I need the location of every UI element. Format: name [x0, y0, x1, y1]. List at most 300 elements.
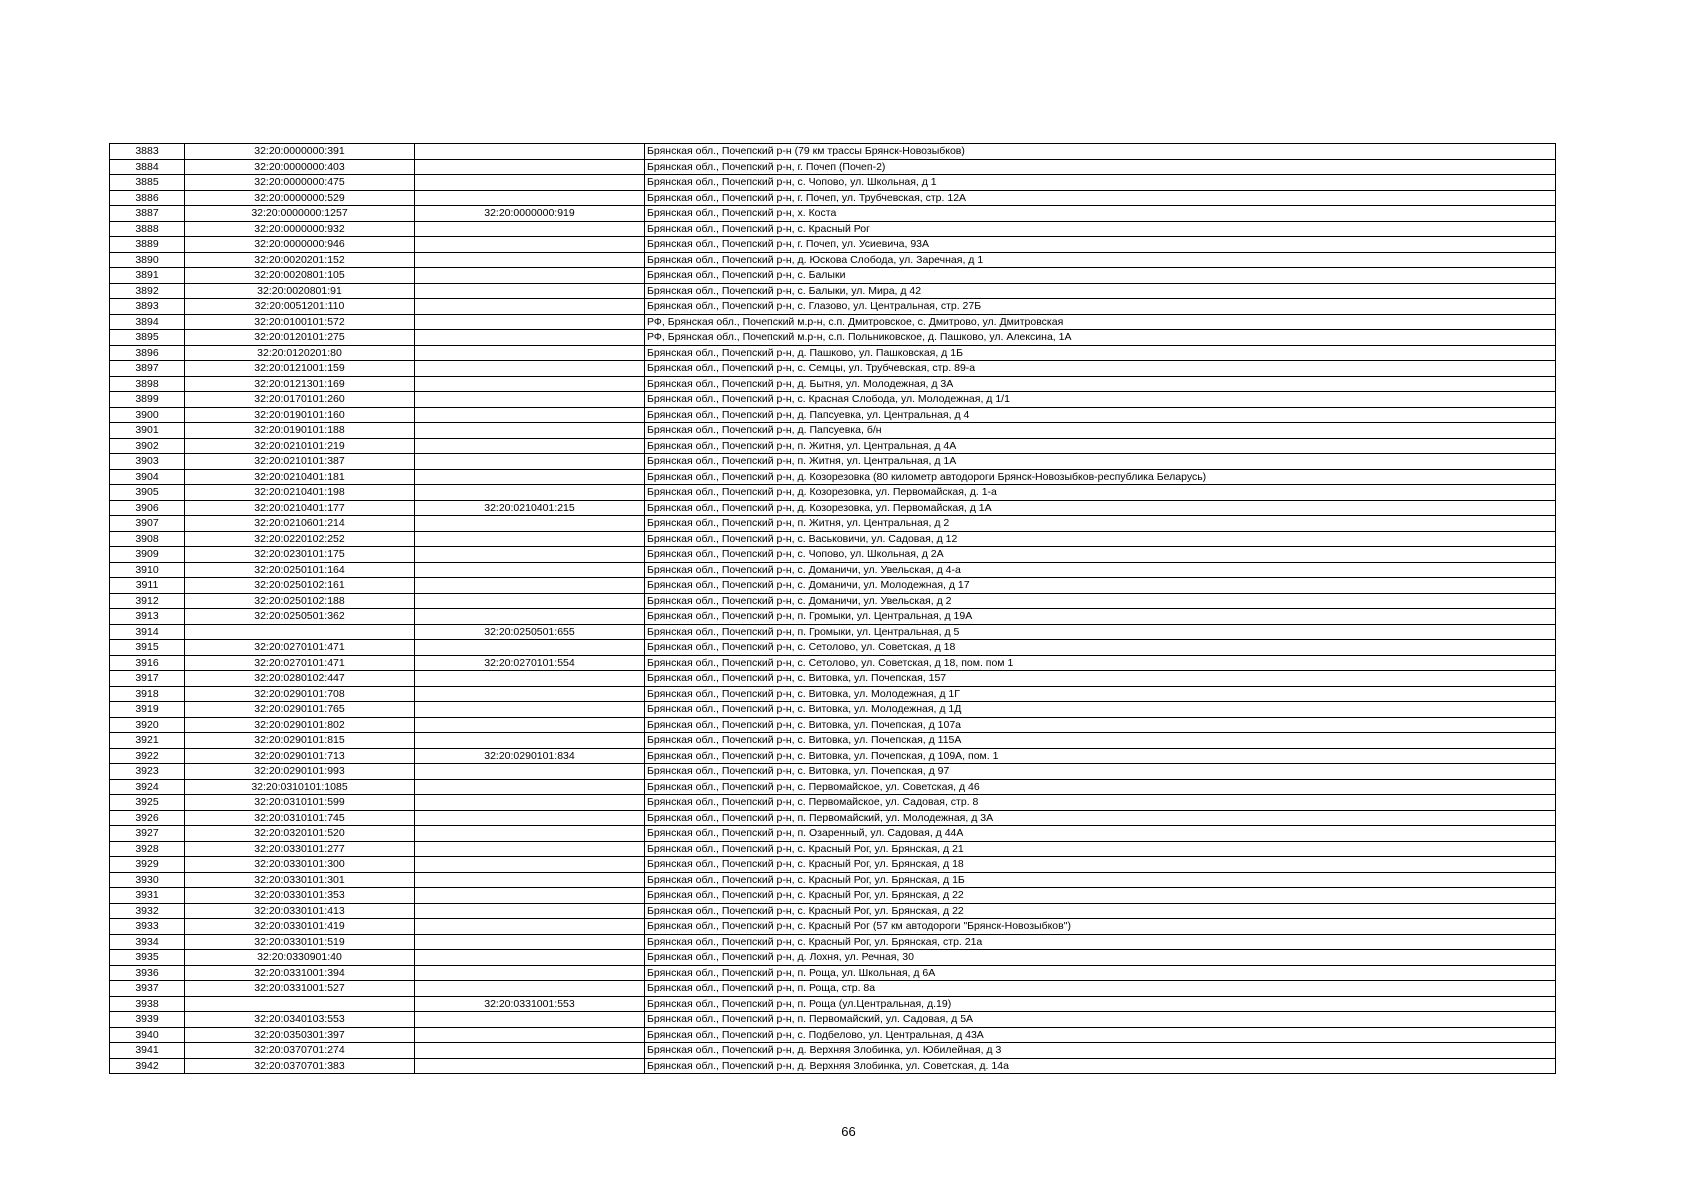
table-row	[110, 624, 1556, 640]
table-row	[110, 764, 1556, 780]
address-cell: Брянская обл., Почепский р-н, д. Козорезовка, ул. Первомайская, д. 1-а	[645, 485, 1556, 501]
parent-cadastral-number-cell: 32:20:0210401:215	[415, 500, 645, 516]
row-number-cell: 3928	[110, 841, 185, 857]
parent-cadastral-number-cell	[415, 779, 645, 795]
cadastral-number-cell: 32:20:0190101:160	[185, 407, 415, 423]
table-row	[110, 671, 1556, 687]
row-number-cell: 3908	[110, 531, 185, 547]
row-number-cell: 3902	[110, 438, 185, 454]
table-row	[110, 516, 1556, 532]
row-number-cell: 3931	[110, 888, 185, 904]
address-cell: Брянская обл., Почепский р-н, п. Роща, ул. Школьная, д 6А	[645, 965, 1556, 981]
row-number-cell: 3889	[110, 237, 185, 253]
cadastral-number-cell: 32:20:0000000:1257	[185, 206, 415, 222]
parent-cadastral-number-cell	[415, 764, 645, 780]
address-cell: Брянская обл., Почепский р-н, с. Балыки, ул. Мира, д 42	[645, 283, 1556, 299]
parent-cadastral-number-cell	[415, 376, 645, 392]
table-row	[110, 950, 1556, 966]
parent-cadastral-number-cell	[415, 330, 645, 346]
table-row	[110, 299, 1556, 315]
address-cell: Брянская обл., Почепский р-н, с. Витовка, ул. Молодежная, д 1Г	[645, 686, 1556, 702]
row-number-cell: 3914	[110, 624, 185, 640]
table-row	[110, 485, 1556, 501]
address-cell: Брянская обл., Почепский р-н, д. Козорезовка (80 километр автодороги Брянск-Новозыбков-республика Беларусь)	[645, 469, 1556, 485]
address-cell: Брянская обл., Почепский р-н, с. Доманичи, ул. Увельская, д 2	[645, 593, 1556, 609]
cadastral-number-cell: 32:20:0220102:252	[185, 531, 415, 547]
parent-cadastral-number-cell	[415, 1058, 645, 1074]
address-cell: Брянская обл., Почепский р-н, п. Житня, ул. Центральная, д 4А	[645, 438, 1556, 454]
cadastral-number-cell	[185, 624, 415, 640]
parent-cadastral-number-cell	[415, 810, 645, 826]
row-number-cell: 3933	[110, 919, 185, 935]
cadastral-number-cell: 32:20:0020801:105	[185, 268, 415, 284]
address-cell: Брянская обл., Почепский р-н, п. Житня, ул. Центральная, д 1А	[645, 454, 1556, 470]
cadastral-number-cell: 32:20:0100101:572	[185, 314, 415, 330]
table-row	[110, 981, 1556, 997]
parent-cadastral-number-cell	[415, 144, 645, 160]
row-number-cell: 3883	[110, 144, 185, 160]
table-row	[110, 903, 1556, 919]
cadastral-number-cell: 32:20:0340103:553	[185, 1012, 415, 1028]
row-number-cell: 3901	[110, 423, 185, 439]
table-row	[110, 562, 1556, 578]
table-row	[110, 686, 1556, 702]
row-number-cell: 3905	[110, 485, 185, 501]
table-row	[110, 609, 1556, 625]
table-row	[110, 345, 1556, 361]
row-number-cell: 3896	[110, 345, 185, 361]
table-row	[110, 717, 1556, 733]
parent-cadastral-number-cell: 32:20:0000000:919	[415, 206, 645, 222]
cadastral-number-cell: 32:20:0290101:708	[185, 686, 415, 702]
address-cell: Брянская обл., Почепский р-н, с. Витовка, ул. Почепская, д 107а	[645, 717, 1556, 733]
address-cell: Брянская обл., Почепский р-н, с. Доманичи, ул. Молодежная, д 17	[645, 578, 1556, 594]
address-cell: Брянская обл., Почепский р-н, п. Громыки, ул. Центральная, д 5	[645, 624, 1556, 640]
table-row	[110, 500, 1556, 516]
table-row	[110, 872, 1556, 888]
address-cell: Брянская обл., Почепский р-н, п. Житня, ул. Центральная, д 2	[645, 516, 1556, 532]
address-cell: Брянская обл., Почепский р-н, с. Первомайское, ул. Советская, д 46	[645, 779, 1556, 795]
parent-cadastral-number-cell	[415, 593, 645, 609]
parent-cadastral-number-cell	[415, 826, 645, 842]
cadastral-number-cell: 32:20:0170101:260	[185, 392, 415, 408]
cadastral-number-cell: 32:20:0290101:815	[185, 733, 415, 749]
cadastral-number-cell: 32:20:0330101:277	[185, 841, 415, 857]
table-row	[110, 237, 1556, 253]
address-cell: Брянская обл., Почепский р-н, с. Сетолово, ул. Советская, д 18	[645, 640, 1556, 656]
parent-cadastral-number-cell	[415, 159, 645, 175]
address-cell: Брянская обл., Почепский р-н, с. Красный Рог (57 км автодороги "Брянск-Новозыбков")	[645, 919, 1556, 935]
table-row	[110, 361, 1556, 377]
address-cell: Брянская обл., Почепский р-н, д. Папсуевка, ул. Центральная, д 4	[645, 407, 1556, 423]
row-number-cell: 3920	[110, 717, 185, 733]
parent-cadastral-number-cell	[415, 733, 645, 749]
parent-cadastral-number-cell	[415, 237, 645, 253]
parent-cadastral-number-cell	[415, 934, 645, 950]
table-row	[110, 779, 1556, 795]
row-number-cell: 3906	[110, 500, 185, 516]
parent-cadastral-number-cell	[415, 950, 645, 966]
cadastral-number-cell: 32:20:0120201:80	[185, 345, 415, 361]
row-number-cell: 3903	[110, 454, 185, 470]
table-row	[110, 469, 1556, 485]
address-cell: Брянская обл., Почепский р-н, с. Васьковичи, ул. Садовая, д 12	[645, 531, 1556, 547]
address-cell: Брянская обл., Почепский р-н, с. Балыки	[645, 268, 1556, 284]
cadastral-number-cell: 32:20:0210601:214	[185, 516, 415, 532]
address-cell: Брянская обл., Почепский р-н, п. Роща (ул.Центральная, д.19)	[645, 996, 1556, 1012]
row-number-cell: 3884	[110, 159, 185, 175]
table-row	[110, 206, 1556, 222]
row-number-cell: 3929	[110, 857, 185, 873]
cadastral-number-cell: 32:20:0330101:300	[185, 857, 415, 873]
parent-cadastral-number-cell	[415, 872, 645, 888]
row-number-cell: 3893	[110, 299, 185, 315]
row-number-cell: 3904	[110, 469, 185, 485]
parent-cadastral-number-cell	[415, 841, 645, 857]
table-row	[110, 221, 1556, 237]
cadastral-number-cell: 32:20:0020201:152	[185, 252, 415, 268]
parent-cadastral-number-cell	[415, 888, 645, 904]
parent-cadastral-number-cell	[415, 221, 645, 237]
table-row	[110, 655, 1556, 671]
address-cell: Брянская обл., Почепский р-н, с. Витовка, ул. Почепская, 157	[645, 671, 1556, 687]
row-number-cell: 3900	[110, 407, 185, 423]
parent-cadastral-number-cell	[415, 190, 645, 206]
row-number-cell: 3922	[110, 748, 185, 764]
parent-cadastral-number-cell	[415, 981, 645, 997]
table-row	[110, 314, 1556, 330]
cadastral-number-cell: 32:20:0250102:161	[185, 578, 415, 594]
table-row	[110, 330, 1556, 346]
row-number-cell: 3935	[110, 950, 185, 966]
parent-cadastral-number-cell	[415, 423, 645, 439]
row-number-cell: 3940	[110, 1027, 185, 1043]
row-number-cell: 3919	[110, 702, 185, 718]
table-row	[110, 748, 1556, 764]
row-number-cell: 3926	[110, 810, 185, 826]
row-number-cell: 3923	[110, 764, 185, 780]
cadastral-number-cell: 32:20:0330101:419	[185, 919, 415, 935]
address-cell: Брянская обл., Почепский р-н, с. Доманичи, ул. Увельская, д 4-а	[645, 562, 1556, 578]
table-row	[110, 888, 1556, 904]
address-cell: Брянская обл., Почепский р-н, с. Красный Рог, ул. Брянская, д 1Б	[645, 872, 1556, 888]
cadastral-number-cell: 32:20:0330101:353	[185, 888, 415, 904]
parent-cadastral-number-cell	[415, 717, 645, 733]
cadastral-number-cell	[185, 996, 415, 1012]
address-cell: Брянская обл., Почепский р-н, х. Коста	[645, 206, 1556, 222]
row-number-cell: 3899	[110, 392, 185, 408]
table-row	[110, 640, 1556, 656]
address-cell: Брянская обл., Почепский р-н, п. Первомайский, ул. Садовая, д 5А	[645, 1012, 1556, 1028]
table-row	[110, 1012, 1556, 1028]
row-number-cell: 3912	[110, 593, 185, 609]
parent-cadastral-number-cell	[415, 702, 645, 718]
address-cell: Брянская обл., Почепский р-н, с. Первомайское, ул. Садовая, стр. 8	[645, 795, 1556, 811]
table-row	[110, 423, 1556, 439]
cadastral-number-cell: 32:20:0210401:198	[185, 485, 415, 501]
table-row	[110, 376, 1556, 392]
parent-cadastral-number-cell	[415, 252, 645, 268]
table-row	[110, 1043, 1556, 1059]
address-cell: Брянская обл., Почепский р-н, с. Витовка, ул. Почепская, д 97	[645, 764, 1556, 780]
address-cell: Брянская обл., Почепский р-н, с. Красная Слобода, ул. Молодежная, д 1/1	[645, 392, 1556, 408]
row-number-cell: 3925	[110, 795, 185, 811]
cadastral-number-cell: 32:20:0290101:802	[185, 717, 415, 733]
parent-cadastral-number-cell	[415, 531, 645, 547]
address-cell: РФ, Брянская обл., Почепский м.р-н, с.п. Польниковское, д. Пашково, ул. Алексина, 1А	[645, 330, 1556, 346]
cadastral-number-cell: 32:20:0310101:599	[185, 795, 415, 811]
cadastral-number-cell: 32:20:0210401:181	[185, 469, 415, 485]
cadastral-number-cell: 32:20:0230101:175	[185, 547, 415, 563]
address-cell: Брянская обл., Почепский р-н, д. Юскова Слобода, ул. Заречная, д 1	[645, 252, 1556, 268]
parent-cadastral-number-cell	[415, 1027, 645, 1043]
parent-cadastral-number-cell	[415, 640, 645, 656]
address-cell: Брянская обл., Почепский р-н, п. Громыки, ул. Центральная, д 19А	[645, 609, 1556, 625]
row-number-cell: 3936	[110, 965, 185, 981]
table-row	[110, 283, 1556, 299]
table-row	[110, 159, 1556, 175]
address-cell: Брянская обл., Почепский р-н, г. Почеп (Почеп-2)	[645, 159, 1556, 175]
cadastral-number-cell: 32:20:0330101:413	[185, 903, 415, 919]
cadastral-number-cell: 32:20:0270101:471	[185, 640, 415, 656]
parent-cadastral-number-cell	[415, 485, 645, 501]
parent-cadastral-number-cell	[415, 438, 645, 454]
cadastral-number-cell: 32:20:0051201:110	[185, 299, 415, 315]
cadastral-number-cell: 32:20:0000000:475	[185, 175, 415, 191]
table-row	[110, 547, 1556, 563]
row-number-cell: 3927	[110, 826, 185, 842]
address-cell: Брянская обл., Почепский р-н, с. Красный Рог	[645, 221, 1556, 237]
parent-cadastral-number-cell: 32:20:0331001:553	[415, 996, 645, 1012]
parent-cadastral-number-cell	[415, 454, 645, 470]
address-cell: Брянская обл., Почепский р-н, с. Витовка, ул. Почепская, д 109А, пом. 1	[645, 748, 1556, 764]
page-number: 66	[841, 1124, 856, 1139]
parent-cadastral-number-cell	[415, 795, 645, 811]
address-cell: Брянская обл., Почепский р-н, с. Красный Рог, ул. Брянская, д 22	[645, 888, 1556, 904]
table-row	[110, 1058, 1556, 1074]
cadastral-number-cell: 32:20:0331001:527	[185, 981, 415, 997]
cadastral-number-cell: 32:20:0330901:40	[185, 950, 415, 966]
row-number-cell: 3938	[110, 996, 185, 1012]
parent-cadastral-number-cell	[415, 314, 645, 330]
parent-cadastral-number-cell: 32:20:0250501:655	[415, 624, 645, 640]
address-cell: Брянская обл., Почепский р-н, д. Бытня, ул. Молодежная, д 3А	[645, 376, 1556, 392]
table-row	[110, 190, 1556, 206]
table-row	[110, 996, 1556, 1012]
cadastral-number-cell: 32:20:0000000:946	[185, 237, 415, 253]
table-row	[110, 268, 1556, 284]
address-cell: Брянская обл., Почепский р-н, д. Козорезовка, ул. Первомайская, д 1А	[645, 500, 1556, 516]
cadastral-number-cell: 32:20:0320101:520	[185, 826, 415, 842]
cadastral-number-cell: 32:20:0290101:993	[185, 764, 415, 780]
row-number-cell: 3917	[110, 671, 185, 687]
parent-cadastral-number-cell	[415, 361, 645, 377]
row-number-cell: 3924	[110, 779, 185, 795]
row-number-cell: 3895	[110, 330, 185, 346]
cadastral-number-cell: 32:20:0330101:519	[185, 934, 415, 950]
row-number-cell: 3932	[110, 903, 185, 919]
parent-cadastral-number-cell	[415, 686, 645, 702]
cadastral-table	[109, 143, 1556, 1074]
row-number-cell: 3909	[110, 547, 185, 563]
row-number-cell: 3894	[110, 314, 185, 330]
table-row	[110, 826, 1556, 842]
parent-cadastral-number-cell	[415, 516, 645, 532]
cadastral-number-cell: 32:20:0210401:177	[185, 500, 415, 516]
row-number-cell: 3888	[110, 221, 185, 237]
row-number-cell: 3921	[110, 733, 185, 749]
cadastral-number-cell: 32:20:0250101:164	[185, 562, 415, 578]
cadastral-number-cell: 32:20:0121301:169	[185, 376, 415, 392]
row-number-cell: 3898	[110, 376, 185, 392]
address-cell: Брянская обл., Почепский р-н, д. Папсуевка, б/н	[645, 423, 1556, 439]
address-cell: Брянская обл., Почепский р-н, д. Верхняя Злобинка, ул. Советская, д. 14а	[645, 1058, 1556, 1074]
table-row	[110, 934, 1556, 950]
address-cell: Брянская обл., Почепский р-н, с. Витовка, ул. Почепская, д 115А	[645, 733, 1556, 749]
table-row	[110, 578, 1556, 594]
parent-cadastral-number-cell	[415, 609, 645, 625]
row-number-cell: 3930	[110, 872, 185, 888]
table-row	[110, 841, 1556, 857]
cadastral-number-cell: 32:20:0290101:765	[185, 702, 415, 718]
table-row	[110, 252, 1556, 268]
table-row	[110, 857, 1556, 873]
parent-cadastral-number-cell	[415, 1043, 645, 1059]
row-number-cell: 3939	[110, 1012, 185, 1028]
cadastral-number-cell: 32:20:0190101:188	[185, 423, 415, 439]
cadastral-number-cell: 32:20:0121001:159	[185, 361, 415, 377]
parent-cadastral-number-cell	[415, 671, 645, 687]
row-number-cell: 3942	[110, 1058, 185, 1074]
row-number-cell: 3885	[110, 175, 185, 191]
row-number-cell: 3892	[110, 283, 185, 299]
address-cell: Брянская обл., Почепский р-н, д. Лохня, ул. Речная, 30	[645, 950, 1556, 966]
table-row	[110, 454, 1556, 470]
cadastral-number-cell: 32:20:0331001:394	[185, 965, 415, 981]
parent-cadastral-number-cell	[415, 392, 645, 408]
row-number-cell: 3937	[110, 981, 185, 997]
parent-cadastral-number-cell	[415, 1012, 645, 1028]
cadastral-number-cell: 32:20:0270101:471	[185, 655, 415, 671]
table-row	[110, 144, 1556, 160]
row-number-cell: 3911	[110, 578, 185, 594]
parent-cadastral-number-cell	[415, 283, 645, 299]
parent-cadastral-number-cell	[415, 903, 645, 919]
row-number-cell: 3910	[110, 562, 185, 578]
row-number-cell: 3915	[110, 640, 185, 656]
address-cell: Брянская обл., Почепский р-н, п. Первомайский, ул. Молодежная, д 3А	[645, 810, 1556, 826]
cadastral-number-cell: 32:20:0370701:383	[185, 1058, 415, 1074]
row-number-cell: 3897	[110, 361, 185, 377]
address-cell: Брянская обл., Почепский р-н, с. Красный Рог, ул. Брянская, д 22	[645, 903, 1556, 919]
parent-cadastral-number-cell	[415, 578, 645, 594]
address-cell: РФ, Брянская обл., Почепский м.р-н, с.п. Дмитровское, с. Дмитрово, ул. Дмитровская	[645, 314, 1556, 330]
cadastral-number-cell: 32:20:0290101:713	[185, 748, 415, 764]
cadastral-number-cell: 32:20:0250501:362	[185, 609, 415, 625]
parent-cadastral-number-cell	[415, 919, 645, 935]
table-row	[110, 733, 1556, 749]
table-row	[110, 175, 1556, 191]
address-cell: Брянская обл., Почепский р-н, п. Озаренный, ул. Садовая, д 44А	[645, 826, 1556, 842]
address-cell: Брянская обл., Почепский р-н, с. Чопово, ул. Школьная, д 2А	[645, 547, 1556, 563]
parent-cadastral-number-cell	[415, 268, 645, 284]
cadastral-number-cell: 32:20:0000000:529	[185, 190, 415, 206]
parent-cadastral-number-cell	[415, 547, 645, 563]
address-cell: Брянская обл., Почепский р-н, д. Верхняя Злобинка, ул. Юбилейная, д 3	[645, 1043, 1556, 1059]
cadastral-number-cell: 32:20:0000000:932	[185, 221, 415, 237]
cadastral-number-cell: 32:20:0000000:391	[185, 144, 415, 160]
table-row	[110, 593, 1556, 609]
table-row	[110, 392, 1556, 408]
parent-cadastral-number-cell: 32:20:0290101:834	[415, 748, 645, 764]
parent-cadastral-number-cell	[415, 965, 645, 981]
cadastral-number-cell: 32:20:0210101:219	[185, 438, 415, 454]
table-row	[110, 438, 1556, 454]
address-cell: Брянская обл., Почепский р-н, с. Красный Рог, ул. Брянская, д 18	[645, 857, 1556, 873]
row-number-cell: 3887	[110, 206, 185, 222]
table-row	[110, 810, 1556, 826]
parent-cadastral-number-cell	[415, 345, 645, 361]
address-cell: Брянская обл., Почепский р-н, с. Сетолово, ул. Советская, д 18, пом. пом 1	[645, 655, 1556, 671]
cadastral-number-cell: 32:20:0210101:387	[185, 454, 415, 470]
parent-cadastral-number-cell: 32:20:0270101:554	[415, 655, 645, 671]
address-cell: Брянская обл., Почепский р-н, с. Глазово, ул. Центральная, стр. 27Б	[645, 299, 1556, 315]
table-row	[110, 1027, 1556, 1043]
row-number-cell: 3941	[110, 1043, 185, 1059]
address-cell: Брянская обл., Почепский р-н, г. Почеп, ул. Трубчевская, стр. 12А	[645, 190, 1556, 206]
row-number-cell: 3934	[110, 934, 185, 950]
parent-cadastral-number-cell	[415, 407, 645, 423]
address-cell: Брянская обл., Почепский р-н, с. Чопово, ул. Школьная, д 1	[645, 175, 1556, 191]
row-number-cell: 3918	[110, 686, 185, 702]
address-cell: Брянская обл., Почепский р-н, п. Роща, стр. 8а	[645, 981, 1556, 997]
table-row	[110, 531, 1556, 547]
cadastral-number-cell: 32:20:0330101:301	[185, 872, 415, 888]
cadastral-number-cell: 32:20:0350301:397	[185, 1027, 415, 1043]
row-number-cell: 3886	[110, 190, 185, 206]
parent-cadastral-number-cell	[415, 562, 645, 578]
parent-cadastral-number-cell	[415, 175, 645, 191]
cadastral-number-cell: 32:20:0370701:274	[185, 1043, 415, 1059]
row-number-cell: 3916	[110, 655, 185, 671]
parent-cadastral-number-cell	[415, 469, 645, 485]
table-row	[110, 965, 1556, 981]
table-row	[110, 407, 1556, 423]
row-number-cell: 3907	[110, 516, 185, 532]
row-number-cell: 3891	[110, 268, 185, 284]
cadastral-number-cell: 32:20:0020801:91	[185, 283, 415, 299]
table-row	[110, 702, 1556, 718]
parent-cadastral-number-cell	[415, 857, 645, 873]
row-number-cell: 3890	[110, 252, 185, 268]
address-cell: Брянская обл., Почепский р-н, с. Витовка, ул. Молодежная, д 1Д	[645, 702, 1556, 718]
cadastral-number-cell: 32:20:0310101:745	[185, 810, 415, 826]
address-cell: Брянская обл., Почепский р-н, с. Семцы, ул. Трубчевская, стр. 89-а	[645, 361, 1556, 377]
address-cell: Брянская обл., Почепский р-н, с. Красный Рог, ул. Брянская, д 21	[645, 841, 1556, 857]
cadastral-number-cell: 32:20:0310101:1085	[185, 779, 415, 795]
parent-cadastral-number-cell	[415, 299, 645, 315]
address-cell: Брянская обл., Почепский р-н, с. Подбелово, ул. Центральная, д 43А	[645, 1027, 1556, 1043]
cadastral-number-cell: 32:20:0120101:275	[185, 330, 415, 346]
address-cell: Брянская обл., Почепский р-н, с. Красный Рог, ул. Брянская, стр. 21а	[645, 934, 1556, 950]
cadastral-number-cell: 32:20:0280102:447	[185, 671, 415, 687]
table-row	[110, 919, 1556, 935]
row-number-cell: 3913	[110, 609, 185, 625]
address-cell: Брянская обл., Почепский р-н (79 км трассы Брянск-Новозыбков)	[645, 144, 1556, 160]
table-body	[110, 144, 1556, 1074]
cadastral-number-cell: 32:20:0000000:403	[185, 159, 415, 175]
cadastral-number-cell: 32:20:0250102:188	[185, 593, 415, 609]
